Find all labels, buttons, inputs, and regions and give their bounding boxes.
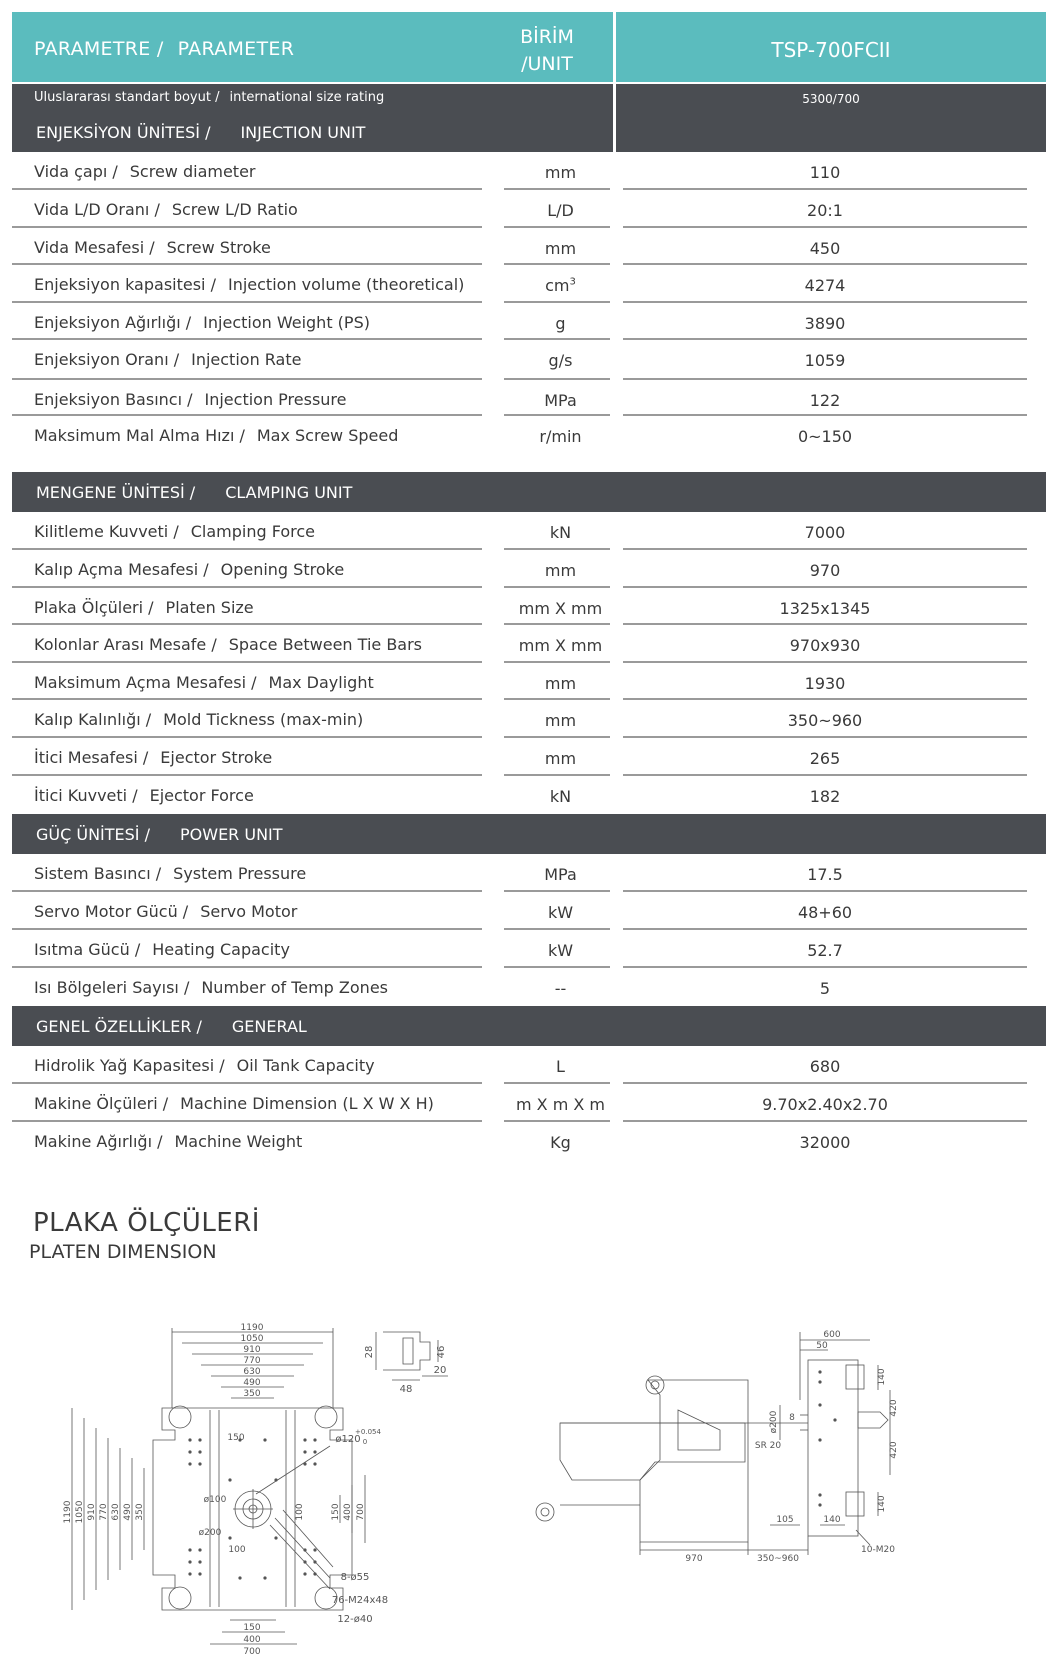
section-title-en: CLAMPING UNIT (225, 483, 353, 502)
param-tr: Enjeksiyon Basıncı / (34, 390, 193, 409)
param-tr: Sistem Basıncı / (34, 864, 162, 883)
param-en: System Pressure (173, 864, 307, 883)
param-en: Injection Weight (PS) (203, 312, 370, 332)
side-d200: ø200 (769, 1410, 779, 1434)
note-tol: +0.054 (355, 1428, 381, 1436)
side-105: 105 (776, 1515, 794, 1525)
note-100b: 100 (295, 1503, 305, 1521)
platen-drawings (0, 1280, 1053, 1664)
param-unit (507, 239, 614, 258)
param-en: Heating Capacity (152, 940, 290, 959)
param-tr: Isı Bölgeleri Sayısı / (34, 978, 190, 997)
param-value: 5 (819, 979, 831, 998)
unit-text: g/s (548, 351, 573, 370)
param-value: 1930 (804, 673, 846, 693)
spec-row (12, 152, 1046, 190)
note-700r: 700 (356, 1503, 366, 1521)
param-value: 122 (809, 391, 841, 410)
param-unit (507, 636, 614, 655)
unit-text: mm (544, 749, 577, 768)
dim-h-490: 490 (243, 1378, 261, 1388)
section-title-en: POWER UNIT (180, 825, 283, 844)
param-en: Max Daylight (268, 672, 374, 692)
side-140a: 140 (823, 1515, 841, 1525)
param-value: 350~960 (787, 711, 863, 730)
param-value: 0~150 (797, 427, 853, 446)
spec-row (12, 930, 1046, 968)
unit-superscript: 3 (569, 276, 576, 288)
section-title-tr: GENEL ÖZELLİKLER / (36, 1017, 202, 1036)
param-unit (507, 941, 614, 960)
spec-row (12, 512, 1046, 550)
param-unit (507, 1133, 614, 1152)
unit-text: mm (544, 238, 577, 258)
spec-sections (12, 112, 1046, 1160)
param-unit (507, 749, 614, 768)
param-unit (507, 427, 614, 446)
param-tr: Maksimum Mal Alma Hızı / (34, 426, 245, 445)
param-tr: Hidrolik Yağ Kapasitesi / (34, 1056, 225, 1075)
param-en: Platen Size (165, 597, 254, 617)
section-title-tr: GÜÇ ÜNİTESİ / (36, 825, 150, 844)
param-value: 9.70x2.40x2.70 (762, 1095, 888, 1114)
side-600: 600 (823, 1330, 841, 1340)
param-value: 20:1 (807, 201, 843, 220)
header-parameter-en: PARAMETER (177, 38, 295, 60)
header-unit (502, 24, 592, 78)
dim-bottom-150: 150 (243, 1623, 261, 1633)
unit-text: mm (544, 673, 577, 693)
front-platen-labels (63, 1323, 388, 1657)
param-unit (507, 523, 614, 542)
unit-text: g (555, 313, 566, 333)
param-unit (507, 711, 614, 730)
unit-text: r/min (539, 427, 582, 446)
note-tol0: 0 (362, 1438, 368, 1446)
spec-row (12, 854, 1046, 892)
param-value: 110 (809, 163, 841, 182)
param-tr: Enjeksiyon kapasitesi / (34, 275, 216, 294)
unit-text: mm X mm (518, 598, 603, 618)
note-holes1: 8-ø55 (340, 1572, 370, 1583)
unit-text: -- (554, 979, 567, 998)
note-d200: ø200 (198, 1528, 222, 1538)
platen-subtitle: PLATEN DIMENSION (29, 1241, 217, 1263)
param-en: Clamping Force (190, 522, 315, 541)
detail-46: 46 (436, 1345, 447, 1359)
spec-row (12, 892, 1046, 930)
param-tr: Makine Ağırlığı / (34, 1132, 163, 1151)
size-rating-row (12, 84, 1046, 112)
dim-h-910: 910 (243, 1345, 261, 1355)
param-en: Mold Tickness (max-min) (163, 710, 364, 729)
param-en: Opening Stroke (220, 560, 345, 579)
section-clamping (12, 472, 1046, 512)
param-value: 970x930 (789, 636, 861, 655)
dim-h-350: 350 (243, 1389, 261, 1399)
side-140c: 140 (877, 1495, 887, 1513)
header-model: TSP-700FCII (771, 38, 891, 62)
note-holes2: 76-M24x48 (331, 1595, 389, 1606)
spec-row (12, 380, 1046, 416)
note-150: 150 (227, 1433, 245, 1443)
side-140b: 140 (877, 1368, 887, 1386)
unit-text: kN (549, 787, 572, 806)
section-rows-injection (12, 152, 1046, 472)
param-tr: Enjeksiyon Ağırlığı / (34, 312, 192, 332)
spec-row (12, 340, 1046, 380)
param-en: Ejector Force (149, 786, 254, 805)
note-400r: 400 (343, 1503, 353, 1521)
param-unit (507, 314, 614, 333)
param-unit (507, 1095, 614, 1114)
spec-row (12, 588, 1046, 626)
unit-text: L (556, 1057, 565, 1076)
side-8: 8 (789, 1413, 795, 1423)
param-unit (507, 163, 614, 182)
dim-v-630: 630 (111, 1503, 121, 1521)
param-value: 970 (809, 561, 841, 580)
spec-row (12, 1046, 1046, 1084)
dim-h-1050: 1050 (240, 1334, 264, 1344)
table-header (12, 12, 1046, 82)
dim-v-1050: 1050 (75, 1500, 85, 1524)
unit-text: kW (547, 903, 574, 922)
param-tr: Vida çapı / (34, 162, 118, 181)
dim-v-910: 910 (87, 1503, 97, 1521)
param-value: 680 (809, 1057, 841, 1076)
unit-text: m X m X m (515, 1095, 606, 1114)
param-en: Screw L/D Ratio (171, 200, 298, 219)
section-title-tr: MENGENE ÜNİTESİ / (36, 483, 196, 502)
side-sr20: SR 20 (754, 1441, 782, 1451)
param-unit (507, 674, 614, 693)
param-en: Injection volume (theoretical) (227, 275, 465, 294)
rating-label-en: international size rating (229, 90, 385, 105)
unit-text: MPa (544, 391, 577, 410)
spec-row (12, 776, 1046, 814)
platen-title: PLAKA ÖLÇÜLERİ (33, 1208, 260, 1238)
section-rows-general (12, 1046, 1046, 1160)
param-unit (507, 1057, 614, 1076)
unit-text: mm (544, 561, 577, 580)
param-tr: Vida L/D Oranı / (34, 200, 160, 219)
param-tr: Maksimum Açma Mesafesi / (34, 672, 257, 692)
unit-text: MPa (544, 865, 577, 884)
param-tr: Kalıp Açma Mesafesi / (34, 560, 209, 579)
side-970: 970 (685, 1554, 703, 1564)
dim-v-1190: 1190 (63, 1500, 73, 1524)
spec-row (12, 968, 1046, 1006)
detail-48: 48 (399, 1384, 413, 1395)
unit-text: cm (545, 276, 570, 295)
unit-text: mm (544, 163, 577, 182)
unit-text: kW (547, 941, 574, 960)
spec-row (12, 663, 1046, 701)
spec-row (12, 1122, 1046, 1160)
note-d100: ø100 (203, 1495, 227, 1505)
param-unit (507, 599, 614, 618)
param-en: Oil Tank Capacity (236, 1056, 375, 1075)
param-en: Injection Rate (191, 350, 302, 369)
section-rows-power (12, 854, 1046, 1006)
spec-row (12, 265, 1046, 303)
column-divider (613, 112, 616, 152)
spec-row (12, 625, 1046, 663)
note-d120: ø120 (335, 1434, 361, 1445)
param-value: 3890 (804, 313, 846, 333)
param-tr: İtici Mesafesi / (34, 748, 149, 767)
param-tr: Kalıp Kalınlığı / (34, 710, 152, 729)
spec-row (12, 228, 1046, 266)
param-unit (507, 865, 614, 884)
section-title-en: GENERAL (231, 1017, 307, 1036)
dim-v-770: 770 (99, 1503, 109, 1521)
header-unit-line2: /UNIT (521, 53, 573, 75)
param-en: Max Screw Speed (256, 426, 399, 445)
spec-row (12, 1084, 1046, 1122)
side-50: 50 (816, 1341, 828, 1351)
detail-28: 28 (364, 1345, 375, 1359)
param-value: 450 (809, 238, 841, 258)
section-injection (12, 112, 1046, 152)
dim-h-1190: 1190 (240, 1323, 264, 1333)
param-tr: Kolonlar Arası Mesafe / (34, 635, 217, 654)
dim-h-770: 770 (243, 1356, 261, 1366)
section-power (12, 814, 1046, 854)
dim-bottom-400: 400 (243, 1635, 261, 1645)
param-tr: İtici Kuvveti / (34, 786, 138, 805)
param-value: 17.5 (807, 865, 843, 884)
param-value: 52.7 (807, 941, 843, 960)
dim-bottom-700: 700 (243, 1647, 261, 1657)
spec-sheet (12, 12, 1046, 1160)
unit-text: Kg (550, 1133, 571, 1152)
param-value: 1059 (804, 351, 846, 370)
param-en: Machine Weight (174, 1132, 303, 1151)
param-value: 1325x1345 (779, 598, 871, 618)
param-value: 182 (809, 787, 841, 806)
param-value: 4274 (804, 276, 846, 295)
note-holes3: 12-ø40 (337, 1614, 373, 1625)
param-tr: Makine Ölçüleri / (34, 1094, 169, 1113)
unit-text: mm (544, 711, 577, 730)
param-tr: Kilitleme Kuvveti / (34, 522, 179, 541)
param-unit (507, 276, 614, 295)
rating-label-tr: Uluslararası standart boyut / (34, 90, 220, 105)
param-en: Number of Temp Zones (201, 978, 388, 997)
param-tr: Enjeksiyon Oranı / (34, 350, 180, 369)
param-tr: Plaka Ölçüleri / (34, 597, 154, 617)
param-en: Screw Stroke (166, 237, 271, 257)
section-rows-clamping (12, 512, 1046, 814)
section-title-tr: ENJEKSİYON ÜNİTESİ / (36, 123, 211, 142)
unit-text: L/D (547, 201, 574, 220)
param-tr: Servo Motor Gücü / (34, 902, 189, 921)
unit-text: kN (549, 523, 572, 542)
param-en: Machine Dimension (L X W X H) (180, 1094, 434, 1113)
spec-row (12, 700, 1046, 738)
section-general (12, 1006, 1046, 1046)
spec-row (12, 303, 1046, 341)
param-unit (507, 391, 614, 410)
param-unit (507, 201, 614, 220)
param-en: Space Between Tie Bars (228, 635, 423, 654)
header-parameter-tr: PARAMETRE / (34, 38, 164, 60)
spec-row (12, 550, 1046, 588)
rating-value: 5300/700 (802, 92, 860, 106)
param-value: 265 (809, 749, 841, 768)
platen-drawing-svg (0, 1280, 1053, 1664)
param-en: Screw diameter (129, 162, 256, 181)
param-en: Servo Motor (200, 902, 298, 921)
param-value: 7000 (804, 523, 846, 542)
param-tr: Vida Mesafesi / (34, 237, 155, 257)
side-420b: 420 (889, 1441, 899, 1459)
note-100a: 100 (228, 1545, 246, 1555)
section-title-en: INJECTION UNIT (240, 123, 366, 142)
param-unit (507, 351, 614, 370)
header-unit-line1: BİRİM (520, 26, 574, 48)
dim-v-350: 350 (135, 1503, 145, 1521)
param-unit (507, 979, 614, 998)
detail-20: 20 (433, 1365, 447, 1376)
dim-h-630: 630 (243, 1367, 261, 1377)
param-value: 48+60 (797, 903, 853, 922)
dim-v-490: 490 (123, 1503, 133, 1521)
param-unit (507, 903, 614, 922)
param-value: 32000 (799, 1133, 851, 1152)
side-350-960: 350~960 (757, 1554, 799, 1564)
side-view-bolt-holes (818, 1370, 836, 1506)
side-view-labels (685, 1330, 899, 1564)
param-unit (507, 561, 614, 580)
side-420a: 420 (889, 1399, 899, 1417)
param-unit (507, 787, 614, 806)
param-tr: Isıtma Gücü / (34, 940, 141, 959)
param-en: Injection Pressure (204, 390, 347, 409)
note-150r: 150 (331, 1503, 341, 1521)
spec-row (12, 416, 1046, 452)
unit-text: mm X mm (518, 636, 603, 655)
spec-row (12, 190, 1046, 228)
side-m20: 10-M20 (861, 1545, 895, 1555)
param-en: Ejector Stroke (160, 748, 273, 767)
spec-row (12, 738, 1046, 776)
